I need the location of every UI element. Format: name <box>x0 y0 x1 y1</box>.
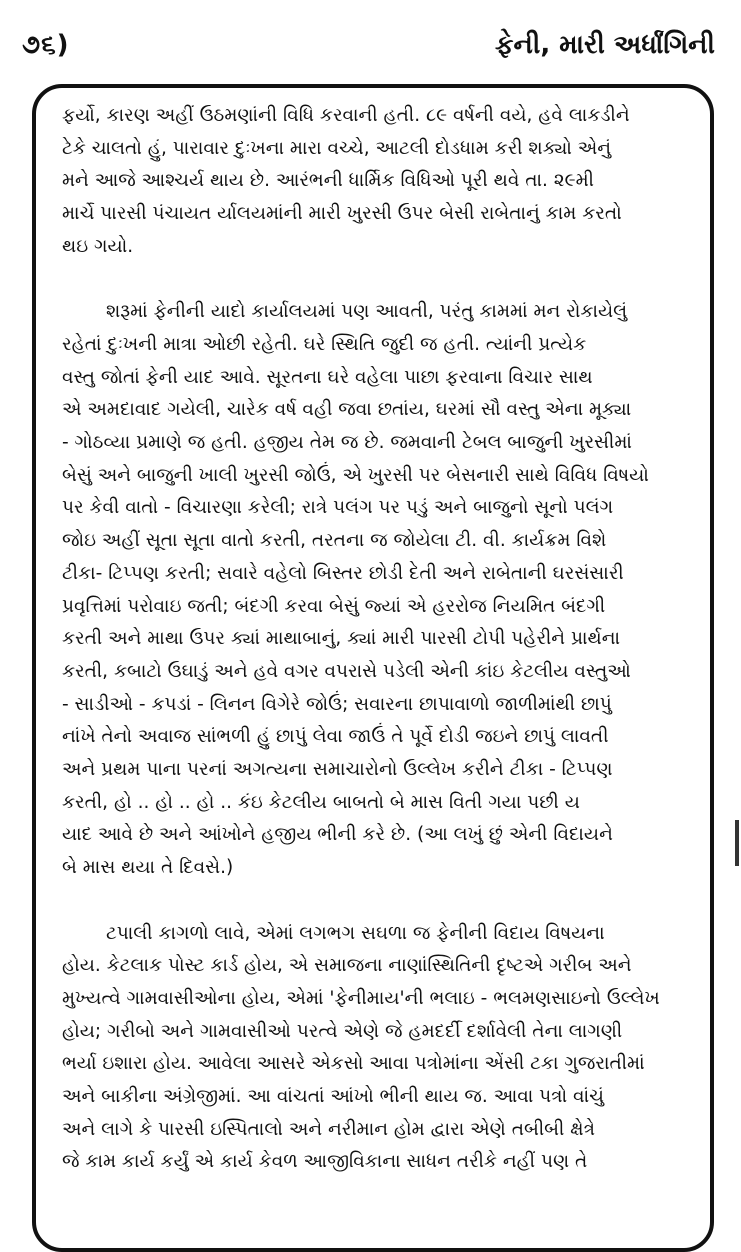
text-line: હોય; ગરીબો અને ગામવાસીઓ પરત્વે એણે જે હમદર્દી દર્શાવેલી તેના લાગણી <box>62 1020 623 1042</box>
text-line: અને લાગે કે પારસી ઇસ્પિતાલો અને નરીમાન હોમ દ્વારા એણે તબીબી ક્ષેત્રે <box>62 1118 595 1140</box>
text-line: - ગોઠવ્યા પ્રમાણે જ હતી. હજીય તેમ જ છે. જમવાની ટેબલ બાજુની ખુરસીમાં <box>62 432 632 454</box>
text-line: ટપાલી કાગળો લાવે, એમાં લગભગ સઘળા જ ફેનીની વિદાય વિષયના <box>106 922 605 944</box>
text-line: મને આજે આશ્ચર્ય થાય છે. આરંભની ધાર્મિક વિધિઓ પૂરી થવે તા. ૨૯મી <box>62 170 594 192</box>
text-line: જે કામ કાર્ય કર્યું એ કાર્ય કેવળ આજીવિકાના સાધન તરીકે નહીં પણ તે <box>62 1151 588 1173</box>
text-line: ફર્યો, કારણ અહીં ઉઠમણાંની વિધિ કરવાની હતી. ૮૯ વર્ષની વયે, હવે લાકડીને <box>62 105 630 126</box>
text-line: ભર્યા ઇશારા હોય. આવેલા આસરે એકસો આવા પત્રોમાંના એંસી ટકા ગુજરાતીમાં <box>62 1053 645 1075</box>
text-line: રહેતાં દુઃખની માત્રા ઓછી રહેતી. ઘરે સ્થિતિ જુદી જ હતી. ત્યાંની પ્રત્યેક <box>62 333 587 355</box>
text-line: શરૂમાં ફેનીની યાદો કાર્યાલયમાં પણ આવતી, પરંતુ કામમાં મન રોકાયેલું <box>106 301 628 323</box>
text-line: નાંખે તેનો અવાજ સાંભળી હું છાપું લેવા જાઉં તે પૂર્વે દોડી જઇને છાપું લાવતી <box>62 726 609 748</box>
text-line: ટેકે ચાલતો હું, પારાવાર દુઃખના મારા વચ્ચે, આટલી દોડધામ કરી શક્યો એનું <box>62 137 612 159</box>
paragraph <box>62 100 692 264</box>
text-line: માર્ચે પારસી પંચાયત ર્યાલયમાંની મારી ખુરસી ઉપર બેસી રાબેતાનું કામ કરતો <box>62 203 622 225</box>
page-number: ૭૬) <box>22 30 70 60</box>
text-line: હોય. કેટલાક પોસ્ટ કાર્ડ હોય, એ સમાજના નાણાંસ્થિતિની દૃષ્ટએ ગરીબ અને <box>62 955 632 977</box>
text-line: અને પ્રથમ પાના પરનાં અગત્યના સમાચારોનો ઉલ્લેખ કરીને ટીકા - ટિપ્પણ <box>62 759 613 781</box>
text-line: પ્રવૃત્તિમાં પરોવાઇ જતી; બંદગી કરવા બેસું જ્યાં એ હરરોજ નિયમિત બંદગી <box>62 595 606 617</box>
text-line: જોઇ અહીં સૂતા સૂતા વાતો કરતી, તરતના જ જોયેલા ટી. વી. કાર્યક્રમ વિશે <box>62 530 607 552</box>
page-edge-mark <box>735 820 739 866</box>
text-line: પર કેવી વાતો - વિચારણા કરેલી; રાત્રે પલંગ પર પડું અને બાજુનો સૂનો પલંગ <box>62 497 614 519</box>
text-line: બેસું અને બાજુની ખાલી ખુરસી જોઉં, એ ખુરસી પર બેસનારી સાથે વિવિધ વિષયો <box>62 464 649 486</box>
text-line: બે માસ થયા તે દિવસે.) <box>62 857 234 879</box>
text-line: કરતી, હો .. હો .. હો .. કંઇ કેટલીય બાબતો બે માસ વિતી ગયા પછી ય <box>62 791 580 813</box>
text-line: એ અમદાવાદ ગયેલી, ચારેક વર્ષ વહી જવા છતાંય, ઘરમાં સૌ વસ્તુ એના મૂક્યા <box>62 399 632 421</box>
text-line: મુખ્યત્વે ગામવાસીઓના હોય, એમાં 'ફેનીમાય'ની ભલાઇ - ભલમણસાઇનો ઉલ્લેખ <box>62 987 660 1009</box>
text-line: કરતી અને માથા ઉપર ક્યાં માથાબાનું, ક્યાં મારી પારસી ટોપી પહેરીને પ્રાર્થના <box>62 628 621 650</box>
text-line: યાદ આવે છે અને આંખોને હજીય ભીની કરે છે. (આ લખું છું એની વિદાયને <box>62 824 613 846</box>
text-line: થઇ ગયો. <box>62 235 134 257</box>
paragraph <box>62 296 692 885</box>
text-line: અને બાકીના અંગ્રેજીમાં. આ વાંચતાં આંખો ભીની થાય જ. આવા પત્રો વાંચું <box>62 1086 604 1108</box>
body-text <box>62 100 692 1179</box>
text-line: - સાડીઓ - કપડાં - લિનન વિગેરે જોઉં; સવારના છાપાવાળો જાળીમાંથી છાપું <box>62 693 612 715</box>
text-line: ટીકા- ટિપ્પણ કરતી; સવારે વહેલો બિસ્તર છોડી દેતી અને રાબેતાની ઘરસંસારી <box>62 562 624 584</box>
running-title: ફેની, મારી અર્ધાંગિની <box>494 30 715 60</box>
text-line: વસ્તુ જોતાં ફેની યાદ આવે. સૂરતના ઘરે વહેલા પાછા ફરવાના વિચાર સાથ <box>62 366 593 388</box>
paragraph <box>62 918 692 1180</box>
text-line: કરતી, કબાટો ઉઘાડું અને હવે વગર વપરાસે પડેલી એની કાંઇ કેટલીય વસ્તુઓ <box>62 660 631 682</box>
